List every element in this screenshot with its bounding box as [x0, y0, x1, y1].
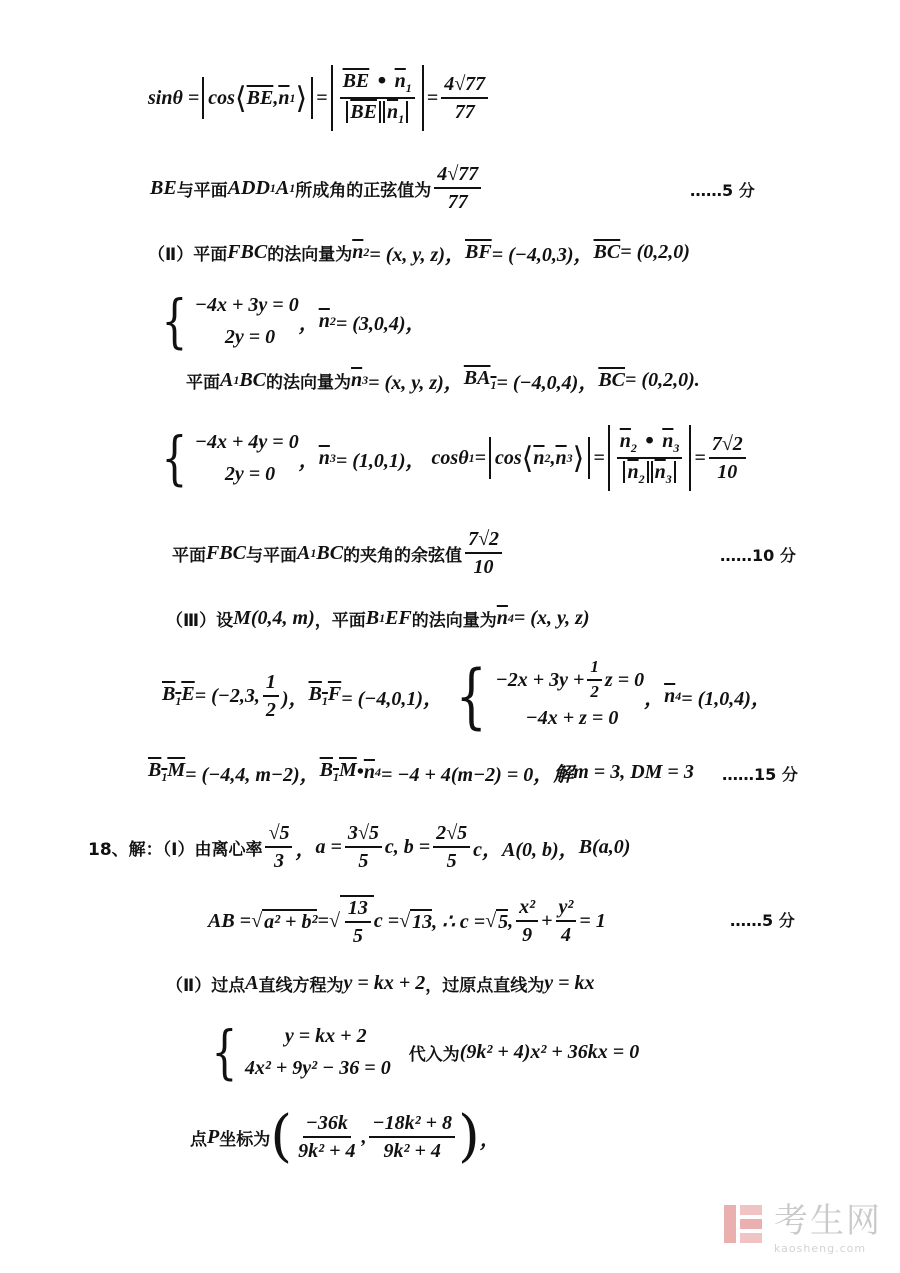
- line-sin-theta: sinθ = cos ⟨ $\overline{BE}$ , $\overline{n}$ 1 ⟩ = $\frac{\overline{BE} • \overline{n}_1}{\overline{BE} \overline{n}_1}$ = $\frac{4√77}{77}$: [148, 68, 491, 128]
- system-n2: { −4x + 3y = 0 2y = 0: [161, 287, 299, 355]
- vec-n4: $\overline{n}$: [363, 760, 375, 783]
- num-sub: 1: [405, 80, 412, 95]
- sep: ，: [298, 449, 319, 472]
- eccentricity-fraction: [265, 822, 292, 872]
- tail: ，: [479, 1128, 500, 1151]
- vec-ba1: $BA_1$: [463, 367, 497, 392]
- ab-eq: AB =: [208, 909, 252, 932]
- watermark-sub: kaosheng.com: [774, 1242, 867, 1255]
- equals: =: [426, 86, 439, 109]
- quadratic-eq: (9k² + 4)x² + 36kx = 0: [459, 1040, 640, 1063]
- sub-d1: 1: [269, 180, 276, 195]
- a-num: 3√5: [345, 822, 382, 848]
- equals: =: [317, 909, 329, 932]
- sub-3: 3: [362, 372, 369, 387]
- f-num: 13: [345, 897, 371, 923]
- half-fraction: [263, 671, 279, 721]
- cos-text: cos: [495, 446, 522, 469]
- x-num: x²: [516, 896, 538, 922]
- and-plane-text: 与平面: [246, 545, 298, 566]
- q18-label: 18、解：（Ⅰ）由离心率: [88, 839, 263, 860]
- vec-n4: $\overline{n}$: [664, 684, 676, 707]
- sub-1: 1: [310, 545, 317, 560]
- ba1-value: = (−4,0,4)，: [496, 371, 599, 394]
- normal-vector-text: 的法向量为: [266, 372, 352, 393]
- vec-b1e: $B_1E$: [162, 683, 195, 708]
- eq-1b: z = 0: [604, 669, 645, 691]
- frac-num: 4√77: [434, 163, 481, 189]
- plane-word: ，平面: [314, 610, 366, 631]
- line-system-ellipse: [206, 1014, 639, 1090]
- vec-b1m: $B_1M$: [148, 759, 186, 784]
- y-fraction: [556, 896, 577, 946]
- vec-n3: $\overline{n}$: [318, 446, 330, 469]
- plane-a: A: [297, 541, 311, 564]
- substitute-text: 代入为: [408, 1044, 460, 1065]
- sqrt-a2-b2: a² + b²: [264, 910, 318, 933]
- y-den: 4: [560, 924, 571, 946]
- a-eq: a =: [315, 835, 342, 858]
- vec-n2: $\overline{n}$: [352, 240, 364, 263]
- vec-be: $\overline{BE}$: [246, 86, 274, 109]
- equals-one: = 1: [579, 909, 606, 932]
- eq-1: −4x + 3y = 0: [194, 294, 299, 316]
- point-b: B(a,0): [578, 835, 631, 858]
- part-2-label: （Ⅱ）过点: [166, 975, 246, 996]
- vec-n4: $\overline{n}$: [496, 606, 508, 629]
- line-sine-value: [150, 158, 484, 218]
- sqrt-fraction: [345, 897, 371, 947]
- vec-bf: $\overline{BF}$: [465, 240, 492, 263]
- half-num: 1: [263, 671, 279, 697]
- cos-text: cos: [208, 86, 235, 109]
- vec-bc: $\overline{BC}$: [593, 240, 621, 263]
- cos-theta1: cosθ: [431, 446, 469, 469]
- vec-n1: $\overline{n}$: [278, 86, 290, 109]
- vec-n2: $\overline{n}$: [318, 309, 330, 332]
- py-num: −18k² + 8: [369, 1112, 455, 1138]
- sqrt-5: 5: [498, 910, 509, 933]
- eq-2: 2y = 0: [224, 326, 276, 348]
- e-num: √5: [265, 822, 292, 848]
- line-cos-value: [172, 523, 505, 583]
- vec-n3: $\overline{n}$: [351, 368, 363, 391]
- score-10: ……10 分: [720, 546, 796, 565]
- sin-theta-label: sinθ =: [148, 86, 200, 109]
- vec-n2: $\overline{n}$: [533, 446, 545, 469]
- abs-cos-n2-n3: cos ⟨ $\overline{n}$ 2 , $\overline{n}$ 3 ⟩: [489, 437, 590, 479]
- part-3-label: （Ⅲ）设: [166, 610, 234, 631]
- point-m: M(0,4, m): [233, 606, 315, 629]
- plane-fbc: FBC: [227, 240, 268, 263]
- n3-value: = (x, y, z)，: [368, 371, 464, 394]
- point-p: P: [207, 1125, 220, 1148]
- plane-word: 平面: [186, 372, 220, 393]
- n2-result: = (3,0,4)，: [335, 312, 426, 335]
- ratio-fraction: $\frac{\overline{n}_2 • \overline{n}_3}{\overline{n}_2 \overline{n}_3}$: [617, 430, 683, 486]
- therefore-c: , ∴ c =: [432, 910, 486, 933]
- eq-1: y = kx + 2: [284, 1025, 367, 1047]
- comma: ,: [361, 1125, 367, 1148]
- n4-value: = (x, y, z): [513, 606, 590, 629]
- sub-4: 4: [507, 610, 514, 625]
- b1e-value-a: = (−2,3,: [194, 684, 260, 707]
- half-den: 2: [265, 699, 276, 721]
- dot-product-eq: = −4 + 4(m−2) = 0，解: [380, 763, 574, 786]
- abs-ratio-n2-n3: [608, 425, 692, 491]
- score-5-a: ……5 分: [690, 181, 755, 200]
- line-point-p: 点 P 坐标为 ( $\frac{-36k}{\text{9k² + 4}}$ , $\frac{\text{−18k² + 8}}{\text{9k² + 4}}$ ) ，: [190, 1104, 500, 1169]
- frac-den: 10: [717, 461, 738, 483]
- score-5-b: ……5 分: [730, 911, 795, 930]
- normal-vector-text: 的法向量为: [267, 244, 353, 265]
- eq-2: 2y = 0: [224, 463, 276, 485]
- frac-den: 77: [447, 191, 468, 213]
- sep: ，: [298, 312, 319, 335]
- b1e-value-b: )，: [281, 687, 309, 710]
- sub-3: 3: [329, 450, 336, 465]
- line-q18: [88, 812, 630, 882]
- equals: =: [474, 446, 486, 469]
- bc-value: = (0,2,0).: [625, 368, 700, 391]
- px-den: 9k² + 4: [298, 1140, 356, 1162]
- plane-ef: EF: [385, 606, 412, 629]
- result-fraction: [441, 73, 488, 123]
- c-b-eq: c, b =: [384, 835, 431, 858]
- watermark-logo-icon: [720, 1201, 766, 1247]
- line-ab: AB = √ a² + b² = √ $\frac{13}{5}$ c = √ 13 , ∴ c = √ 5 , $\frac{\text{x²}}{9}$ + $\frac{\text{y²}}{4}$ = 1: [208, 896, 606, 947]
- score-15: ……15 分: [722, 765, 798, 784]
- result-m: m = 3, DM = 3: [573, 760, 694, 783]
- system-n4: { −2x + 3y + $\frac{1}{2}$ z = 0 −4x + z = 0: [455, 655, 645, 737]
- den-vec-n: $\overline{n}$: [386, 101, 399, 123]
- be-text: BE: [150, 176, 177, 199]
- a-text: A: [275, 176, 290, 199]
- bf-value: = (−4,0,3)，: [491, 243, 594, 266]
- py-den: 9k² + 4: [383, 1140, 441, 1162]
- vec-b1m-2: $B_1M$: [319, 759, 357, 784]
- eq-1a: −2x + 3y +: [495, 669, 585, 691]
- x-den: 9: [522, 924, 533, 946]
- n4-result: = (1,0,4)，: [681, 687, 771, 710]
- ratio-fraction: [340, 70, 415, 126]
- vec-n3: $\overline{n}$: [555, 446, 567, 469]
- sub-4: 4: [675, 688, 682, 703]
- line-b1m: [148, 742, 694, 802]
- x-fraction: [516, 896, 538, 946]
- b-num: 2√5: [433, 822, 470, 848]
- sqrt-13: 13: [412, 910, 433, 933]
- line-b1e-b1f: [162, 656, 771, 736]
- frac-den: 10: [473, 556, 494, 578]
- eq-1: −4x + 4y = 0: [194, 431, 299, 453]
- plane-bc: BC: [239, 368, 267, 391]
- line-eq-1: y = kx + 2: [343, 971, 426, 994]
- e-den: 3: [273, 850, 284, 872]
- sub-2: 2: [544, 450, 551, 465]
- abs-cos: cos ⟨ $\overline{BE}$ , $\overline{n}$ 1 ⟩: [202, 77, 313, 119]
- add-text: ADD: [227, 176, 270, 199]
- c-text: c，: [473, 838, 503, 861]
- plane-bc: BC: [316, 541, 344, 564]
- sub-1: 1: [289, 90, 296, 105]
- watermark-main: 考生网: [774, 1201, 882, 1241]
- line-part2-normal: [148, 222, 690, 282]
- system-ellipse: { y = kx + 2 4x² + 9y² − 36 = 0: [211, 1018, 391, 1086]
- py-fraction: [369, 1112, 455, 1162]
- sub-a1: 1: [289, 180, 296, 195]
- plane-word: 与平面: [176, 180, 228, 201]
- vec-b1f: $B_1F$: [308, 683, 342, 708]
- sep: ，: [644, 687, 665, 710]
- abs-ratio: [331, 65, 424, 131]
- sub-4: 4: [374, 764, 381, 779]
- dot-symbol: •: [356, 760, 364, 783]
- plane-b: B: [365, 606, 380, 629]
- sub-3: 3: [566, 450, 573, 465]
- plane-word: 平面: [172, 545, 206, 566]
- cos-fraction: [465, 528, 502, 578]
- point-a: A(0, b)，: [502, 838, 579, 861]
- y-num: y²: [556, 896, 577, 922]
- frac-den: 77: [454, 101, 475, 123]
- line-eq-2: y = kx: [544, 971, 595, 994]
- angle-cos-text: 的夹角的余弦值: [343, 545, 463, 566]
- line-a1bc-normal: [186, 350, 700, 410]
- normal-vector-text: 的法向量为: [411, 610, 497, 631]
- b-fraction: [433, 822, 470, 872]
- line-system-n2: [156, 286, 426, 356]
- a-fraction: [345, 822, 382, 872]
- b1m-value: = (−4,4, m−2)，: [185, 763, 320, 786]
- eq-2: −4x + z = 0: [525, 706, 619, 729]
- frac-num: 7√2: [709, 433, 746, 459]
- sub-1: 1: [233, 372, 240, 387]
- bc-value: = (0,2,0): [620, 240, 690, 263]
- coord-text: 坐标为: [219, 1129, 271, 1150]
- n2-value: = (x, y, z)，: [369, 243, 465, 266]
- num-vec-be: $\overline{BE}$: [342, 70, 370, 93]
- eq-2: 4x² + 9y² − 36 = 0: [244, 1057, 391, 1079]
- b-den: 5: [446, 850, 457, 872]
- c-eq: c =: [373, 909, 400, 932]
- vec-bc: $\overline{BC}$: [598, 368, 626, 391]
- dot-symbol: •: [375, 70, 389, 93]
- cos-result-fraction: [709, 433, 746, 483]
- angle-sine-text: 所成角的正弦值为: [295, 180, 432, 201]
- point-word: 点: [190, 1129, 207, 1150]
- point-a: A: [245, 971, 259, 994]
- sep: ，: [295, 838, 316, 861]
- f-den: 5: [352, 925, 363, 947]
- n3-result: = (1,0,1)，: [335, 449, 426, 472]
- sub-1: 1: [468, 450, 475, 465]
- a-den: 5: [358, 850, 369, 872]
- line-part2-line: [166, 953, 595, 1013]
- line-eq-text: 直线方程为: [258, 975, 344, 996]
- part-2-label: （Ⅱ）平面: [148, 244, 228, 265]
- line-system-n3: { −4x + 4y = 0 2y = 0 ， $\overline{n}$ 3 = (1,0,1)， cosθ 1 = cos ⟨ $\overline{n}$ 2 , $\overline{n}$ 3 ⟩ = $\frac{\overline{n}_2 • \overline{n}_3}{\overline{n}_2 \overline{n}_3}$ = $\frac{7√2}{10}$: [156, 420, 749, 496]
- frac-num: 4√77: [441, 73, 488, 99]
- system-n3: { −4x + 4y = 0 2y = 0: [161, 424, 299, 492]
- b1f-value: = (−4,0,1)，: [341, 687, 444, 710]
- den-vec-be: $\overline{BE}$: [350, 101, 377, 123]
- sine-fraction: [434, 163, 481, 213]
- line-part3: [166, 588, 590, 648]
- plus: +: [541, 909, 553, 932]
- sub-2: 2: [329, 313, 336, 328]
- origin-line-text: ，过原点直线为: [425, 975, 545, 996]
- plane-fbc: FBC: [206, 541, 247, 564]
- den-sub: 1: [398, 111, 405, 126]
- frac-num: 7√2: [465, 528, 502, 554]
- px-num: −36k: [303, 1112, 351, 1138]
- comma: ,: [508, 909, 514, 932]
- px-fraction: [295, 1112, 358, 1162]
- num-vec-n: $\overline{n}$: [394, 70, 406, 93]
- sub-2: 2: [363, 244, 370, 259]
- plane-a: A: [220, 368, 234, 391]
- sub-1: 1: [379, 610, 386, 625]
- watermark: [720, 1193, 882, 1255]
